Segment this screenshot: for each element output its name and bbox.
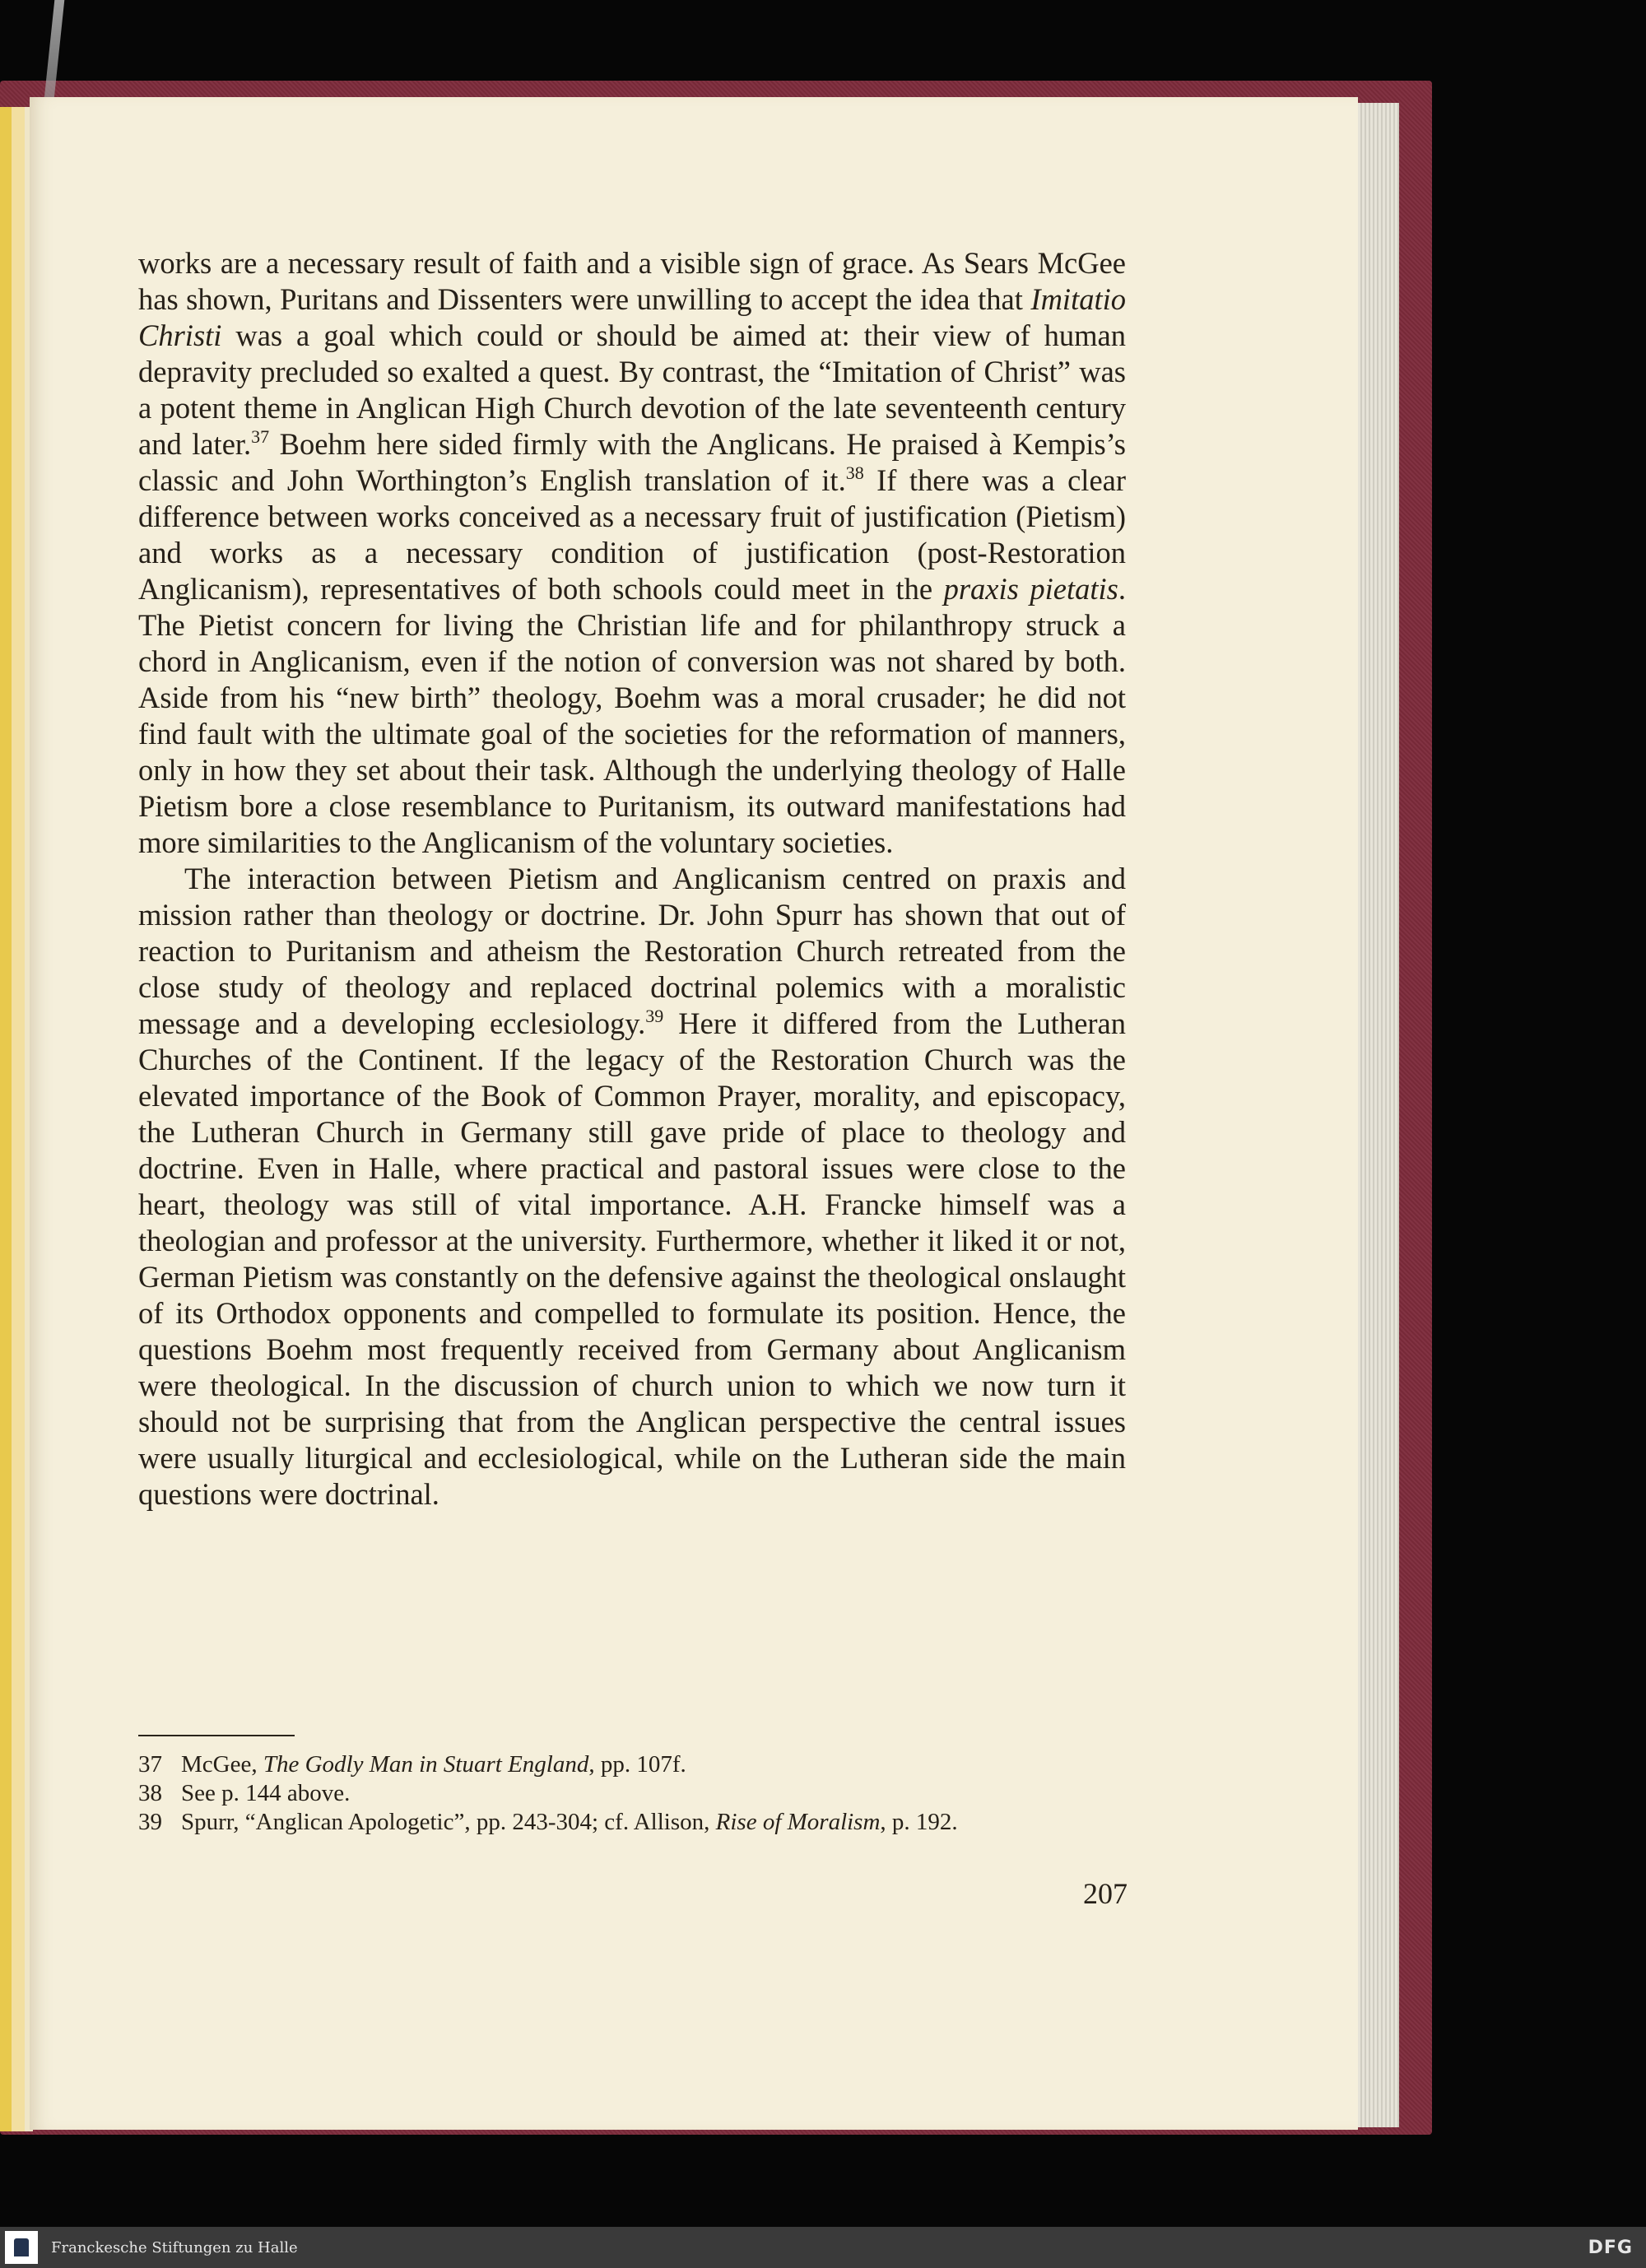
text-run: See p. 144 above. <box>181 1780 351 1806</box>
footnote-reference: 37 <box>251 426 270 447</box>
dfg-logo[interactable]: DFG <box>1588 2237 1633 2258</box>
paragraph <box>138 861 1126 1513</box>
footnote-number: 38 <box>138 1780 162 1806</box>
footnote-text <box>181 1779 350 1808</box>
text-run: Spurr, “Anglican Apologetic”, pp. 243-304; cf. Allison, <box>181 1809 716 1835</box>
text-run: The interaction between Pietism and Anglicanism centred on praxis and mission rather than theology or doctrine. Dr. John Spurr has shown that out of reaction to Puritanism and atheism the Restoration Church retreated from the close study of theology and replaced doctrinal polemics with a moralistic message and a developing ecclesiology. <box>138 862 1126 1040</box>
italic-text: praxis pietatis <box>943 572 1118 606</box>
footnote-reference: 38 <box>845 462 864 483</box>
footnote-number: 39 <box>138 1809 162 1835</box>
italic-text: The Godly Man in Stuart England <box>263 1751 589 1778</box>
left-page-sliver <box>0 107 33 2131</box>
italic-text: Imitatio Christi <box>138 282 1126 352</box>
footnote-text <box>181 1750 686 1779</box>
text-run: works are a necessary result of faith and a visible sign of grace. As Sears McGee has shown, Puritans and Dissenters were unwilling to accept the idea that <box>138 246 1126 316</box>
paragraph <box>138 245 1126 861</box>
footnote-rule <box>138 1735 295 1736</box>
text-run: McGee, <box>181 1751 263 1778</box>
page-number: 207 <box>1083 1877 1128 1910</box>
footnote-reference: 39 <box>645 1006 664 1026</box>
text-run: Boehm here sided firmly with the Anglicans. He praised à Kempis’s classic and John Worthington’s English translation of it. <box>138 427 1126 497</box>
text-run: , pp. 107f. <box>588 1751 686 1778</box>
footnote-text <box>181 1808 958 1837</box>
text-run: Here it differed from the Lutheran Churches of the Continent. If the legacy of the Restoration Church was the elevated importance of the Book of Common Prayer, morality, and episcopacy, the Lutheran Church in Germany still gave pride of place to theology and doctrine. Even in Halle, where practical and pastoral issues were close to the heart, theology was still of vital importance. A.H. Francke himself was a theologian and professor at the university. Furthermore, whether it liked it or not, German Pietism was constantly on the defensive against the theological onslaught of its Orthodox opponents and compelled to formulate its position. Hence, the questions Boehm most frequently received from Germany about Anglicanism were theological. In the discussion of church union to which we now turn it should not be surprising that from the Anglican perspective the central issues were usually liturgical and ecclesiological, while on the Lutheran side the main questions were doctrinal. <box>138 1006 1126 1511</box>
viewer-footer-bar <box>0 2227 1646 2268</box>
text-run: . The Pietist concern for living the Christian life and for philanthropy struck a chord in Anglicanism, even if the notion of conversion was not shared by both. Aside from his “new birth” theology, Boehm was a moral crusader; he did not find fault with the ultimate goal of the societies for the reformation of manners, only in how they set about their task. Although the underlying theology of Halle Pietism bore a close resemblance to Puritanism, its outward manifestations had more similarities to the Anglicanism of the voluntary societies. <box>138 572 1127 859</box>
footnote <box>138 1779 1126 1808</box>
body-text <box>138 245 1126 1513</box>
italic-text: Rise of Moralism <box>715 1809 881 1835</box>
footnote-number: 37 <box>138 1751 162 1778</box>
text-run: If there was a clear difference between works conceived as a necessary fruit of justification (Pietism) and works as a necessary condition of justification (post-Restoration Anglicanism), representatives of both schools could meet in the <box>138 463 1126 606</box>
footer-left <box>0 2231 298 2264</box>
francke-foundation-logo-icon[interactable] <box>5 2231 38 2264</box>
institution-name[interactable]: Franckesche Stiftungen zu Halle <box>51 2238 298 2256</box>
footnote <box>138 1750 1126 1779</box>
footnotes <box>138 1750 1126 1837</box>
logo-glyph <box>14 2238 29 2256</box>
footnote <box>138 1808 1126 1837</box>
text-run: was a goal which could or should be aimed at: their view of human depravity precluded so exalted a quest. By contrast, the “Imitation of Christ” was a potent theme in Anglican High Church devotion of the late seventeenth century and later. <box>138 318 1126 461</box>
text-run: , p. 192. <box>880 1809 958 1835</box>
